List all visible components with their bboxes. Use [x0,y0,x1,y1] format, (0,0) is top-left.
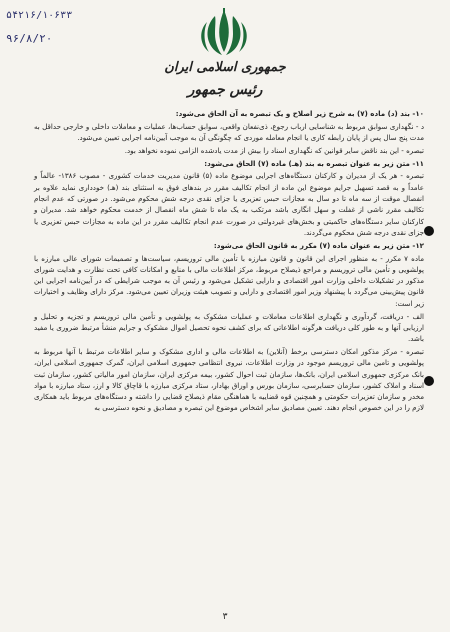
paragraph: ۱۱- متن زیر به عنوان تبصره به بند (هـ) ماده (۷) الحاق می‌شود: [204,158,424,168]
header-country: جمهوری اسلامی ایران [164,60,286,75]
reference-date: ۹۶/۸/۲۰ [6,32,53,45]
reference-number: ۵۴۲۱۶/۱۰۶۳۳ [6,10,73,21]
paragraph: تبصره - هر یک از مدیران و کارکنان دستگاه‌های اجرایی موضوع ماده (۵) قانون مدیریت خدمات کشوری - مصوب ۱۳۸۶- عالماً و عامداً و به قصد تسهیل جرایم موضوع این ماده از انجام تکالیف مقرر در بندهای فوق به استثنای بند (هـ) خودداری نماید علاوه بر انفصال موقت از سه ماه تا دو سال به مجازات حبس تعزیری یا جزای نقدی درجه شش محکوم می‌شود. در صورتی که عدم انجام تکالیف مقرر ناشی از غفلت و سهل انگاری باشد مرتکب به یک ماه تا شش ماه انفصال از خدمت محکوم خواهد شد. مدیران و کارکنان سایر دستگاه‌های حاکمیتی و بخش‌های غیردولتی در صورت عدم انجام تکالیف مقرر در این ماده به مجازات حبس تعزیری یا جزای نقدی درجه شش محکوم می‌گردند. [34,171,424,237]
paragraph: ۱۲- متن زیر به عنوان ماده (۷) مکرر به قانون الحاق می‌شود: [213,240,424,250]
paragraph: د - نگهداری سوابق مربوط به شناسایی ارباب رجوع، ذی‌نفعان واقعی، سوابق حساب‌ها، عملیات و معاملات داخلی و خارجی حداقل به مدت پنج سال پس از پایان رابطه کاری یا انجام معامله موردی که چگونگی آن به موجب آیین‌نامه اجرایی تعیین می‌شود. [34,121,424,143]
page-number: ۳ [222,612,228,622]
punch-hole [424,226,434,236]
iran-emblem-icon [193,6,255,62]
paragraph: ماده ۷ مکرر - به منظور اجرای این قانون و قانون مبارزه با تأمین مالی تروریسم، سیاست‌ها و تصمیمات شورای عالی مبارزه با پولشویی و تأمین مالی تروریسم و مراجع ذیصلاح مربوط، مرکز اطلاعات مالی با منابع و امکانات کافی تحت نظارت و هدایت شورای مذکور در تشکیلات داخلی وزارت امور اقتصادی و دارایی تشکیل می‌شود و رئیس آن به موجب شرایطی که در آیین‌نامه اجرایی این قانون پیش‌بینی می‌گردد با پیشنهاد وزیر امور اقتصادی و دارایی و تصویب هیئت وزیران تعیین می‌شود. مرکز دارای وظایف و اختیارات زیر است: [34,253,424,308]
document-body [34,108,424,415]
paragraph: تبصره - این بند ناقض سایر قوانین که نگهداری اسناد را بیش از مدت یادشده الزامی نموده نخواهد بود. [124,145,424,155]
paragraph: الف - دریافت، گردآوری و نگهداری اطلاعات معاملات و عملیات مشکوک به پولشویی و تأمین مالی تروریسم و تجزیه و تحلیل و ارزیابی آنها و به طور کلی دریافت هرگونه اطلاعاتی که برای کشف نحوه تحصیل اموال مشکوک و جرایم منشأ مرتبط ضروری یا مفید باشد. [34,311,424,344]
header-office: رئیس جمهور [187,82,263,98]
punch-hole [424,376,434,386]
paragraph: تبصره - مرکز مذکور امکان دسترسی برخط (آنلاین) به اطلاعات مالی و اداری مشکوک و سایر اطلاعات مرتبط با آنها مربوط به پولشویی و تامین مالی تروریسم موجود در وزارت اطلاعات، نیروی انتظامی جمهوری اسلامی ایران، گمرک جمهوری اسلامی ایران، بانک مرکزی جمهوری اسلامی ایران، بانک‌ها، سازمان ثبت احوال کشور، بیمه مرکزی ایران، سازمان امور مالیاتی کشور، سازمان ثبت اسناد و املاک کشور، سازمان حسابرسی، سازمان بورس و اوراق بهادار، ستاد مرکزی مبارزه با قاچاق کالا و ارز، ستاد مبارزه با مواد مخدر و سازمان تعزیرات حکومتی و همچنین قوه قضاییه با هماهنگی مقام ذیصلاح قضایی را داشته و دستگاه‌های مربوط باید همکاری لازم را در این خصوص انجام دهند. تعیین مصادیق سایر اشخاص موضوع این تبصره و مصادیق و نحوه دسترسی به [34,346,424,413]
paragraph: ۱۰- بند (د) ماده (۷) به شرح زیر اصلاح و یک تبصره به آن الحاق می‌شود: [175,109,424,118]
